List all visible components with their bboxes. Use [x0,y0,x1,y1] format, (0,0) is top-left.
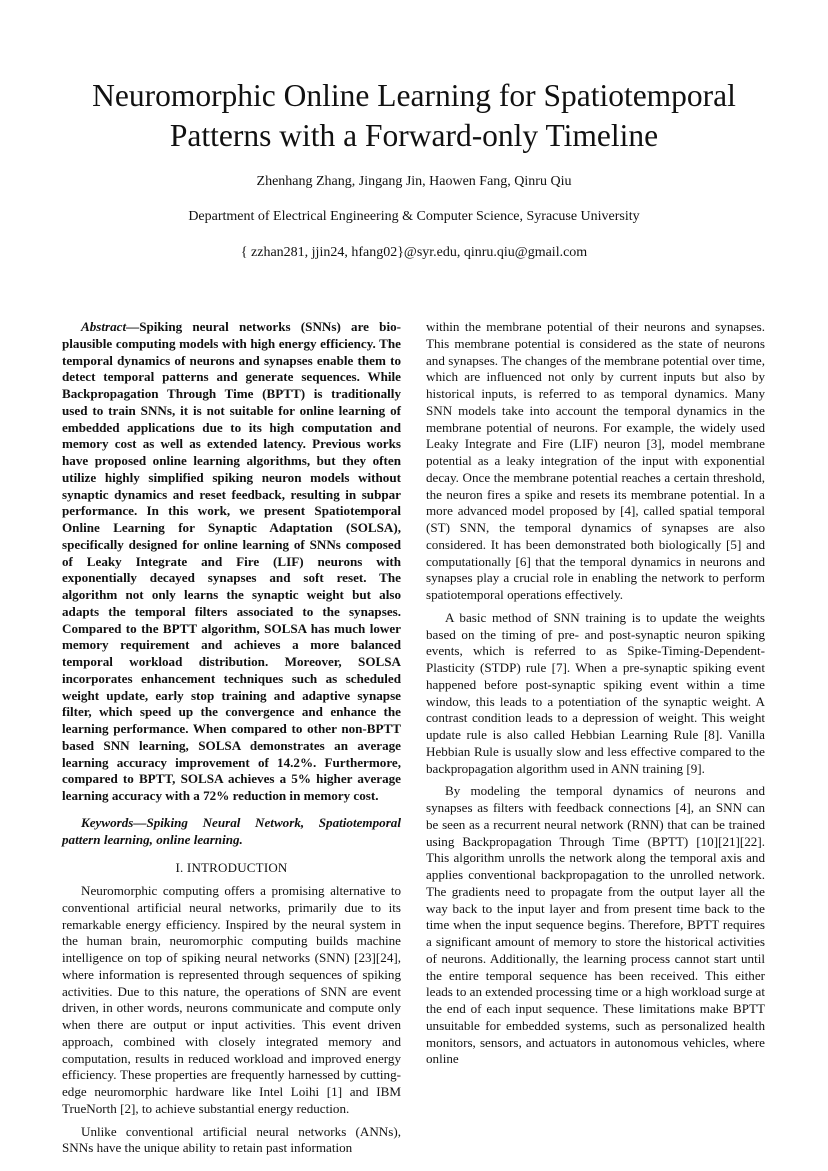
section-title-initial: I [186,860,192,876]
section-title-rest: NTRODUCTION [191,860,288,876]
intro-paragraph-1: Neuromorphic computing offers a promising alternative to conventional artificial neural networks, primarily due to its remarkable energy efficiency. Inspired by the neural system in the human brain, neuromorphic computing builds machine intelligence on top of spiking neural networks (SNN) [23][24], where information is represented through sequences of spiking activities. Due to this nature, the operations of SNN are event driven, in other words, neurons communicate and compute only when there are output or input activities. This event driven approach, combined with closely integrated memory and computation, results in reduced workload and improved energy efficiency. These properties are frequently harnessed by cutting-edge neuromorphic hardware like Intel Loihi [1] and IBM TrueNorth [2], to achieve substantial energy reduction. [62,883,401,1116]
intro-paragraph-2-start: Unlike conventional artificial neural networks (ANNs), SNNs have the unique ability to retain past information [62,1123,401,1156]
keywords: Keywords—Spiking Neural Network, Spatiotemporal pattern learning, online learning. [62,814,401,847]
intro-paragraph-4: By modeling the temporal dynamics of neurons and synapses as filters with feedback connections [4], an SNN can be seen as a recurrent neural network (RNN) that can be trained using Backpropagation Through Time (BPTT) [10][21][22]. This algorithm unrolls the network along the temporal axis and applies conventional backpropagation to the unrolled network. The gradients need to propagate from the output layer all the way back to the input layer and from present time back to the time when the input sequence begins. Therefore, BPTT requires a significant amount of memory to store the historical activities of neurons. Additionally, the learning process cannot start until the entire temporal sequence has been received. This either leads to an extended processing time or a high workload surge at the end of each input sequence. These limitations make BPTT unsuitable for embedded systems, such as personalized health monitors, sensors, and actuators in autonomous vehicles, where online [426,783,766,1067]
affiliation: Department of Electrical Engineering & Computer Science, Syracuse University [188,209,640,224]
author-list: Zhenhang Zhang, Jingang Jin, Haowen Fang, Qinru Qiu [256,174,572,189]
intro-paragraph-3: A basic method of SNN training is to update the weights based on the timing of pre- and post-synaptic neuron spiking events, which is referred to as Spike-Timing-Dependent-Plasticity (STDP) rule [7]. When a pre-synaptic spiking event happened before post-synaptic spiking event within a time window, this leads to a potentiation of the synaptic weight. A contrast condition leads to a depression of weight. This weight update rule is also called Hebbian Learning Rule [8]. Vanilla Hebbian Rule is usually slow and less effective compared to the backpropagation algorithm used in ANN training [9]. [426,609,765,776]
paper-title [50,76,778,156]
section-number: I. [175,860,184,876]
author-emails: { zzhan281, jjin24, hfang02}@syr.edu, qinru.qiu@gmail.com [240,245,588,260]
left-column [62,319,401,1157]
abstract-label: Abstract— [81,319,140,334]
title-line-2: Patterns with a Forward-only Timeline [169,118,659,153]
abstract [62,319,401,805]
right-column [426,319,765,1068]
section-heading-introduction [62,860,401,877]
intro-paragraph-2-continued: within the membrane potential of their neurons and synapses. This membrane potential is considered as the state of neurons and synapses. The changes of the membrane potential over time, which are influenced not only by current inputs but also by historical inputs, is referred to as temporal dynamics. Many SNN models take into account the temporal dynamics in the membrane potential of neurons. For example, the widely used Leaky Integrate and Fire (LIF) neuron [3], model membrane potential as a leaky integration of the input with exponential decay. Once the membrane potential reaches a certain threshold, the neuron fires a spike and resets its membrane potential. In a more advanced model proposed by [4], called spatial temporal (ST) SNN, the temporal dynamics of synapses are also considered. It has been demonstrated both biologically [5] and computationally [6] that the temporal dynamics in neurons and synapses play a crucial role in enabling the network to perform spatiotemporal operations effectively. [426,319,765,602]
title-line-1: Neuromorphic Online Learning for Spatiotemporal [92,78,736,113]
abstract-text: Spiking neural networks (SNNs) are bio-plausible computing models with high energy efficiency. The temporal dynamics of neurons and synapses enable them to detect temporal patterns and generate sequences. While Backpropagation Through Time (BPTT) is traditionally used to train SNNs, it is not suitable for online learning of embedded applications due to its high computation and memory cost as well as extended latency. Previous works have proposed online learning algorithms, but they often utilize highly simplified spiking neuron models without synaptic dynamics and reset feedback, resulting in subpar performance. In this work, we present Spatiotemporal Online Learning for Synaptic Adaptation (SOLSA), specifically designed for online learning of SNNs composed of Leaky Integrate and Fire (LIF) neurons with exponentially decayed synapses and soft reset. The algorithm not only learns the synaptic weight but also adapts the temporal filters associated to the synapses. Compared to the BPTT algorithm, SOLSA has much lower memory requirement and achieves a more balanced temporal workload distribution. Moreover, SOLSA incorporates enhancement techniques such as scheduled weight update, early stop training and adaptive synapse filter, which speed up the convergence and enhance the learning performance. When compared to other non-BPTT based SNN learning, SOLSA demonstrates an average learning accuracy improvement of 14.2%. Furthermore, compared to BPTT, SOLSA achieves a 5% higher average learning accuracy with a 72% reduction in memory cost. [62,319,401,803]
